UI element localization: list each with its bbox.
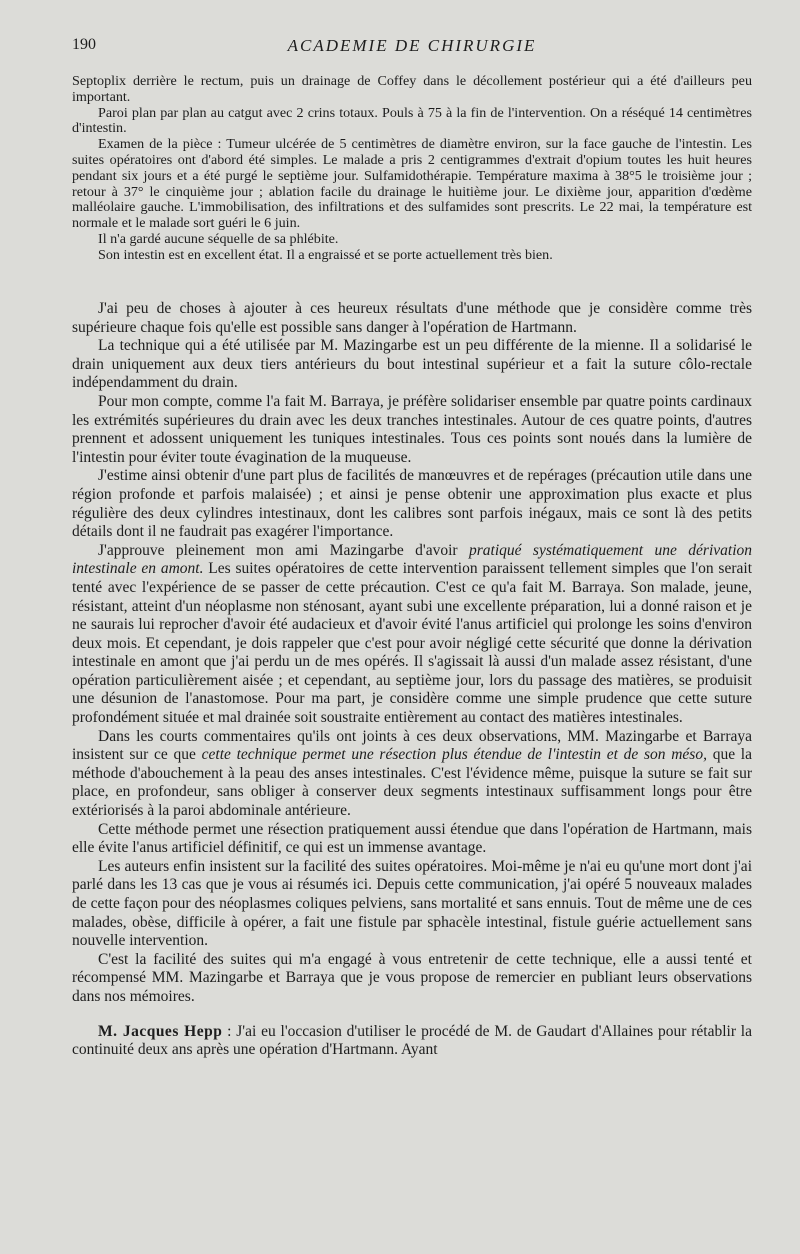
case-paragraph: Septoplix derrière le rectum, puis un drainage de Coffey dans le décollement postérieur qui a été d'ailleurs peu important. — [72, 73, 752, 105]
body-paragraph: Les auteurs enfin insistent sur la facilité des suites opératoires. Moi-même je n'ai eu qu'une mort dont j'ai parlé dans les 13 cas que je vous ai résumés ici. Depuis cette communication, j'ai opéré 5 nouveaux malades de cette façon pour des néoplasmes coliques pelviens, sans mortalité et sans ennuis. Tout de même une de ces malades, obèse, difficile à opérer, a fait une fistule par sphacèle intestinal, fistule guérie actuellement sans nouvelle intervention. — [72, 857, 752, 950]
italic-text: pratiqué systématiquement une dérivation intestinale en amont. — [72, 541, 752, 578]
main-text — [72, 300, 752, 1060]
page-header — [72, 36, 752, 60]
body-paragraph — [72, 1023, 752, 1060]
text-run: : J'ai eu l'occasion d'utiliser le procédé de M. de Gaudart d'Allaines pour rétablir la continuité deux ans après une opération d'Hartmann. Ayant — [72, 1022, 752, 1059]
body-paragraph — [72, 542, 752, 728]
case-paragraph: Paroi plan par plan au catgut avec 2 crins totaux. Pouls à 75 à la fin de l'intervention. On a réséqué 14 centimètres d'intestin. — [72, 104, 752, 137]
text-run: J'approuve pleinement mon ami Mazingarbe d'avoir — [98, 541, 469, 559]
body-paragraph: Cette méthode permet une résection pratiquement aussi étendue que dans l'opération de Hartmann, mais elle évite l'anus artificiel définitif, ce qui est un immense avantage. — [72, 820, 752, 857]
italic-text: cette technique permet une résection plus étendue de l'intestin et de son méso, — [201, 746, 707, 764]
body-paragraph: Pour mon compte, comme l'a fait M. Barraya, je préfère solidariser ensemble par quatre points cardinaux les extrémités supérieures du drain avec les deux tranches intestinales. Autour de ces quatre points, d'autres prennent et adossent uniquement les tuniques intestinales. Tous ces points sont noués dans la lumière de l'intestin pour éviter toute évagination de la muqueuse. — [72, 392, 752, 466]
case-paragraph: Il n'a gardé aucune séquelle de sa phlébite. — [98, 230, 339, 247]
case-paragraph: Examen de la pièce : Tumeur ulcérée de 5 centimètres de diamètre environ, sur la face gauche de l'intestin. Les suites opératoires ont d'abord été simples. Le malade a pris 2 centigrammes d'extrait d'opium toutes les huit heures pendant six jours et a été purgé le septième jour. Sulfamidothérapie. Température maxima à 38°5 le troisième jour ; retour à 37° le cinquième jour ; ablation facile du drainage le huitième jour. Le dixième jour, apparition d'œdème malléolaire gauche. L'immobilisation, des infiltrations et des sulfamides sont prescrits. Le 22 mai, la température est normale et le malade sort guéri le 6 juin. — [72, 136, 752, 232]
body-paragraph: C'est la facilité des suites qui m'a engagé à vous entretenir de cette technique, elle a aussi tenté et récompensé MM. Mazingarbe et Barraya que je vous propose de remercier en publiant leurs observations dans nos mémoires. — [72, 950, 752, 1005]
text-run: Les suites opératoires de cette intervention paraissent tellement simples que l'on serait tenté avec l'expérience de se passer de cette précaution. C'est ce qu'a fait M. Barraya. Son malade, jeune, résistant, atteint d'un néoplasme non sténosant, ayant subi une excellente préparation, lui a donné raison et je ne saurais lui reprocher d'avoir été audacieux et d'avoir évité l'anus artificiel qui prolonge les soins d'environ deux mois. Et cependant, je dois rappeler que c'est pour avoir négligé cette sécurité que donne la dérivation intestinale en amont que j'ai perdu un de mes opérés. Il s'agissait là aussi d'un malade assez résistant, d'une opération particulièrement aisée ; et cependant, au septième jour, lors du passage des matières, se produisit une désunion de l'anastomose. Pour ma part, je considère comme une simple prudence que cette suture profondément située et mal drainée soit soustraite entièrement au contact des matières intestinales. — [72, 560, 752, 727]
page-number: 190 — [72, 36, 96, 53]
text-run: Dans les courts commentaires qu'ils ont joints à ces deux observations, MM. Mazingarbe et Barraya insistent sur ce que — [72, 727, 752, 764]
text-run: que la méthode d'abouchement à la peau des anses intestinales. C'est l'évidence même, puisque la suture se fait sur place, en profondeur, sans obliger à conserver deux segments intestinaux suffisamment longs pour être extériorisés à la paroi abdominale antérieure. — [72, 746, 752, 820]
body-paragraph — [72, 728, 752, 821]
case-paragraph: Son intestin est en excellent état. Il a engraissé et se porte actuellement très bien. — [98, 246, 553, 263]
body-paragraph: La technique qui a été utilisée par M. Mazingarbe est un peu différente de la mienne. Il a solidarisé le drain uniquement aux deux tiers antérieurs du bout intestinal supérieur et a fait la suture côlo-rectale indépendamment du drain. — [72, 337, 752, 392]
case-report-block — [72, 74, 752, 264]
body-paragraph: J'ai peu de choses à ajouter à ces heureux résultats d'une méthode que je considère comme très supérieure chaque fois qu'elle est possible sans danger à l'opération de Hartmann. — [72, 300, 752, 336]
body-paragraph: J'estime ainsi obtenir d'une part plus de facilités de manœuvres et de repérages (précaution utile dans une région profonde et parfois malaisée) ; et ainsi je pense obtenir une approximation plus exacte et plus régulière des deux cylindres intestinaux, dont les calibres sont parfois inégaux, mais ce sont là des petits détails dont il ne faudrait pas exagérer l'importance. — [72, 467, 752, 541]
speaker-name: M. Jacques Hepp — [98, 1022, 223, 1040]
running-title: ACADEMIE DE CHIRURGIE — [287, 36, 537, 55]
